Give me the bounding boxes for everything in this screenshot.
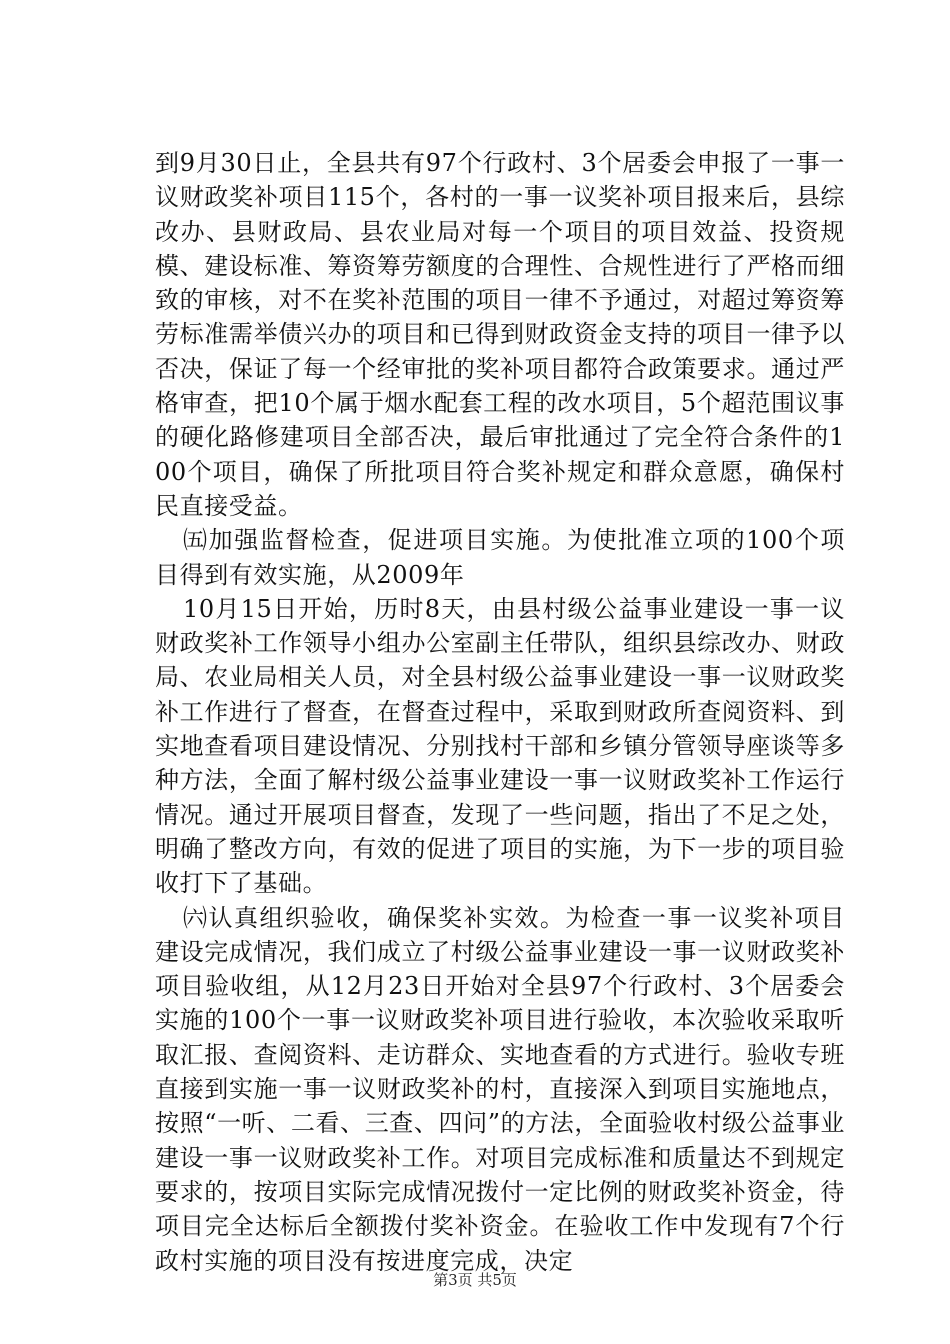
page-number-footer: 第3页 共5页 [433, 1271, 517, 1289]
paragraph-supervision-details: 10月15日开始，历时8天，由县村级公益事业建设一事一议财政奖补工作领导小组办公室副主任带队，组织县综改办、财政局、农业局相关人员，对全县村级公益事业建设一事一议财政奖补工作进行了督查，在督查过程中，采取到财政所查阅资料、到实地查看项目建设情况、分别找村干部和乡镇分管领导座谈等多种方法，全面了解村级公益事业建设一事一议财政奖补工作运行情况。通过开展项目督查，发现了一些问题，指出了不足之处，明确了整改方向，有效的促进了项目的实施，为下一步的项目验收打下了基础。 [155, 594, 845, 898]
paragraph-supervision-heading: ㈤加强监督检查，促进项目实施。为使批准立项的100个项目得到有效实施，从2009年 [155, 526, 845, 589]
document-body [155, 146, 845, 1278]
paragraph-acceptance-inspection: ㈥认真组织验收，确保奖补实效。为检查一事一议奖补项目建设完成情况，我们成立了村级公益事业建设一事一议财政奖补项目验收组，从12月23日开始对全县97个行政村、3个居委会实施的100个一事一议财政奖补项目进行验收，本次验收采取听取汇报、查阅资料、走访群众、实地查看的方式进行。验收专班直接到实施一事一议财政奖补的村，直接深入到项目实施地点，按照“一听、二看、三查、四问”的方法，全面验收村级公益事业建设一事一议财政奖补工作。对项目完成标准和质量达不到规定要求的，按项目实际完成情况拨付一定比例的财政奖补资金，待项目完全达标后全额拨付奖补资金。在验收工作中发现有7个行政村实施的项目没有按进度完成，决定 [155, 903, 845, 1275]
paragraph-approval-review: 到9月30日止，全县共有97个行政村、3个居委会申报了一事一议财政奖补项目115个，各村的一事一议奖补项目报来后，县综改办、县财政局、县农业局对每一个项目的项目效益、投资规模、建设标准、筹资筹劳额度的合理性、合规性进行了严格而细致的审核，对不在奖补范围的项目一律不予通过，对超过筹资筹劳标准需举债兴办的项目和已得到财政资金支持的项目一律予以否决，保证了每一个经审批的奖补项目都符合政策要求。通过严格审查，把10个属于烟水配套工程的改水项目，5个超范围议事的硬化路修建项目全部否决，最后审批通过了完全符合条件的100个项目，确保了所批项目符合奖补规定和群众意愿，确保村民直接受益。 [155, 149, 845, 520]
